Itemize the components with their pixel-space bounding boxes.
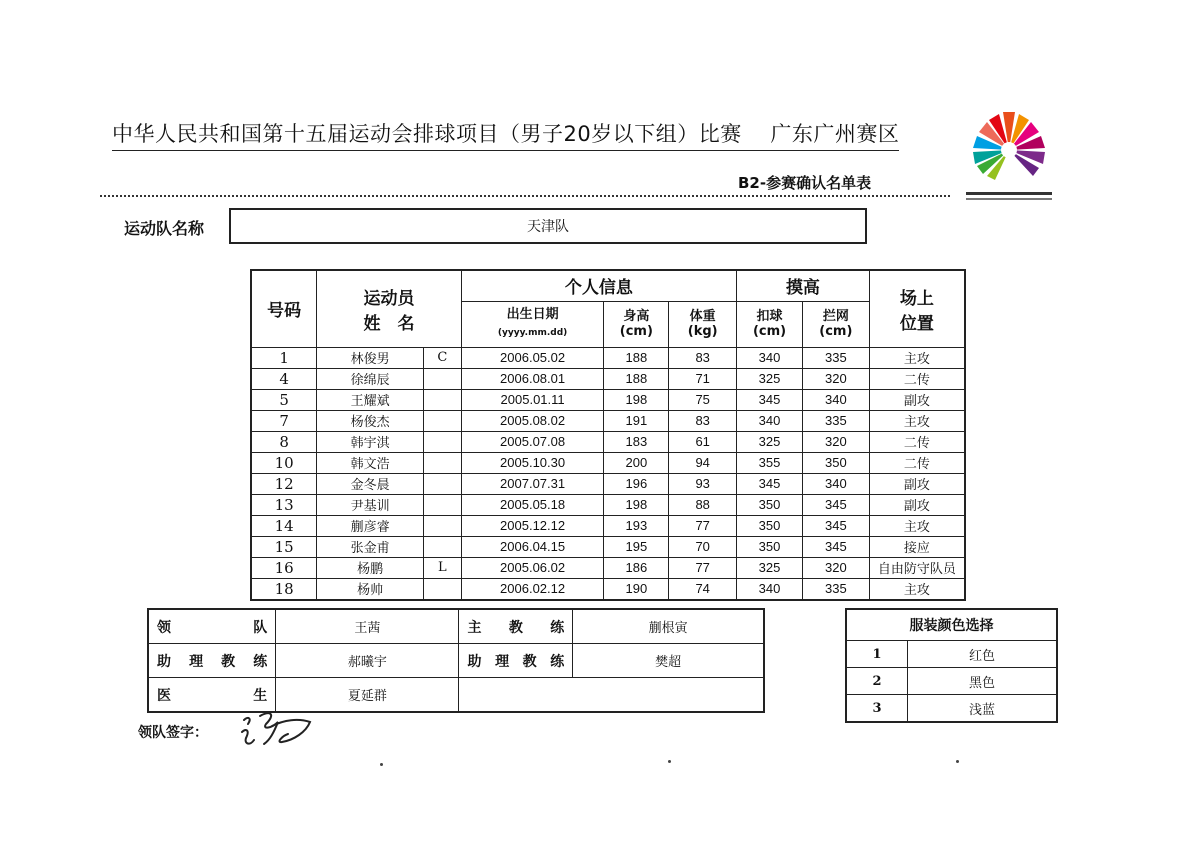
player-number: 7 xyxy=(251,410,317,431)
player-block-reach: 320 xyxy=(802,431,869,452)
player-weight: 71 xyxy=(669,368,737,389)
header-height-unit: (cm) xyxy=(619,324,653,339)
player-height: 198 xyxy=(604,389,669,410)
scan-dot xyxy=(380,763,383,766)
player-height: 193 xyxy=(604,515,669,536)
player-position: 副攻 xyxy=(869,389,965,410)
player-name: 王耀斌 xyxy=(317,389,424,410)
player-spike-reach: 325 xyxy=(737,431,803,452)
player-position: 主攻 xyxy=(869,578,965,600)
player-block-reach: 345 xyxy=(802,515,869,536)
player-role-mark xyxy=(423,410,461,431)
player-spike-reach: 355 xyxy=(737,452,803,473)
player-height: 188 xyxy=(604,347,669,368)
player-spike-reach: 340 xyxy=(737,578,803,600)
team-name-field xyxy=(229,208,867,244)
dotted-divider xyxy=(100,195,950,197)
player-birth-date: 2005.06.02 xyxy=(461,557,604,578)
player-height: 190 xyxy=(604,578,669,600)
label-char: 教 xyxy=(508,619,523,636)
header-number: 号码 xyxy=(251,270,317,347)
player-spike-reach: 345 xyxy=(737,389,803,410)
header-block-label: 拦网 xyxy=(822,309,849,324)
label-char: 助 xyxy=(157,653,171,670)
uniform-option-index: 1 xyxy=(846,641,908,668)
player-name: 金冬晨 xyxy=(317,473,424,494)
player-birth-date: 2007.07.31 xyxy=(461,473,604,494)
player-spike-reach: 340 xyxy=(737,410,803,431)
team-name-value: 天津队 xyxy=(527,219,569,235)
player-height: 195 xyxy=(604,536,669,557)
player-block-reach: 320 xyxy=(802,557,869,578)
player-spike-reach: 350 xyxy=(737,536,803,557)
player-spike-reach: 325 xyxy=(737,557,803,578)
staff-empty-cell xyxy=(459,678,764,713)
label-char: 医 xyxy=(157,687,171,704)
team-leader-label xyxy=(148,609,276,644)
player-weight: 88 xyxy=(669,494,737,515)
player-block-reach: 340 xyxy=(802,389,869,410)
header-height xyxy=(604,301,669,347)
player-birth-date: 2006.05.02 xyxy=(461,347,604,368)
player-role-mark xyxy=(423,494,461,515)
label-char: 队 xyxy=(253,619,268,636)
player-number: 4 xyxy=(251,368,317,389)
player-number: 12 xyxy=(251,473,317,494)
player-position: 二传 xyxy=(869,452,965,473)
player-weight: 94 xyxy=(669,452,737,473)
player-spike-reach: 350 xyxy=(737,515,803,536)
label-char: 领 xyxy=(157,619,171,636)
assistant-coach-1-value: 郝曦宇 xyxy=(276,644,459,678)
header-spike xyxy=(737,301,803,347)
player-birth-date: 2005.10.30 xyxy=(461,452,604,473)
table-row xyxy=(251,452,965,473)
player-birth-date: 2005.01.11 xyxy=(461,389,604,410)
header-position xyxy=(869,270,965,347)
header-weight xyxy=(669,301,737,347)
player-block-reach: 340 xyxy=(802,473,869,494)
player-name: 林俊男 xyxy=(317,347,424,368)
label-char: 练 xyxy=(253,653,268,670)
document-title: 中华人民共和国第十五届运动会排球项目（男子20岁以下组）比赛 广东广州赛区 xyxy=(112,118,899,151)
player-role-mark xyxy=(423,578,461,600)
player-name: 韩文浩 xyxy=(317,452,424,473)
player-height: 183 xyxy=(604,431,669,452)
label-char: 练 xyxy=(550,619,565,636)
player-birth-date: 2005.12.12 xyxy=(461,515,604,536)
header-athlete xyxy=(317,270,461,347)
player-role-mark xyxy=(423,536,461,557)
header-birth-format: (yyyy.mm.dd) xyxy=(497,328,568,338)
player-height: 198 xyxy=(604,494,669,515)
player-name: 韩宇淇 xyxy=(317,431,424,452)
player-name: 蒯彦睿 xyxy=(317,515,424,536)
uniform-option-index: 3 xyxy=(846,695,908,723)
player-spike-reach: 340 xyxy=(737,347,803,368)
player-birth-date: 2006.08.01 xyxy=(461,368,604,389)
player-height: 200 xyxy=(604,452,669,473)
header-block xyxy=(802,301,869,347)
player-role-mark: C xyxy=(423,347,461,368)
player-number: 15 xyxy=(251,536,317,557)
player-name: 徐绵辰 xyxy=(317,368,424,389)
table-row xyxy=(251,557,965,578)
player-number: 10 xyxy=(251,452,317,473)
table-row xyxy=(251,410,965,431)
player-spike-reach: 345 xyxy=(737,473,803,494)
player-birth-date: 2006.02.12 xyxy=(461,578,604,600)
player-weight: 83 xyxy=(669,410,737,431)
header-weight-unit: (kg) xyxy=(687,324,718,339)
label-char: 教 xyxy=(221,653,236,670)
player-role-mark xyxy=(423,368,461,389)
header-birth xyxy=(461,301,604,347)
player-position: 接应 xyxy=(869,536,965,557)
player-position: 二传 xyxy=(869,431,965,452)
table-row xyxy=(251,431,965,452)
leader-signature-label: 领队签字： xyxy=(138,725,208,741)
player-number: 5 xyxy=(251,389,317,410)
uniform-color-table xyxy=(845,608,1058,723)
player-height: 191 xyxy=(604,410,669,431)
player-weight: 77 xyxy=(669,515,737,536)
player-block-reach: 335 xyxy=(802,347,869,368)
player-role-mark xyxy=(423,452,461,473)
player-position: 副攻 xyxy=(869,494,965,515)
header-athlete-line2: 姓 名 xyxy=(363,313,415,334)
table-row xyxy=(251,389,965,410)
header-spike-unit: (cm) xyxy=(752,324,787,339)
player-birth-date: 2006.04.15 xyxy=(461,536,604,557)
assistant-coach-label xyxy=(148,644,276,678)
player-weight: 93 xyxy=(669,473,737,494)
header-position-line1: 场上 xyxy=(899,288,934,309)
table-row xyxy=(251,515,965,536)
staff-table xyxy=(147,608,765,713)
player-weight: 77 xyxy=(669,557,737,578)
player-birth-date: 2005.07.08 xyxy=(461,431,604,452)
player-name: 杨鹏 xyxy=(317,557,424,578)
player-block-reach: 335 xyxy=(802,410,869,431)
player-block-reach: 345 xyxy=(802,494,869,515)
assistant-coach-2-value: 樊超 xyxy=(573,644,764,678)
label-char: 理 xyxy=(189,653,204,670)
player-weight: 75 xyxy=(669,389,737,410)
games-logo-icon xyxy=(962,104,1056,204)
player-position: 主攻 xyxy=(869,515,965,536)
player-weight: 83 xyxy=(669,347,737,368)
player-birth-date: 2005.08.02 xyxy=(461,410,604,431)
uniform-option-color: 浅蓝 xyxy=(908,695,1058,723)
label-char: 理 xyxy=(495,653,510,670)
player-name: 杨俊杰 xyxy=(317,410,424,431)
player-height: 186 xyxy=(604,557,669,578)
player-spike-reach: 350 xyxy=(737,494,803,515)
scan-dot xyxy=(956,760,959,763)
player-name: 杨帅 xyxy=(317,578,424,600)
assistant-coach-label-2 xyxy=(459,644,573,678)
header-reach: 摸高 xyxy=(737,270,870,301)
player-role-mark xyxy=(423,431,461,452)
label-char: 教 xyxy=(522,653,537,670)
label-char: 主 xyxy=(467,619,482,636)
table-row xyxy=(251,347,965,368)
player-block-reach: 345 xyxy=(802,536,869,557)
header-block-unit: (cm) xyxy=(819,324,853,339)
player-position: 自由防守队员 xyxy=(869,557,965,578)
label-char: 助 xyxy=(467,653,482,670)
header-birth-label: 出生日期 xyxy=(506,307,559,322)
head-coach-label xyxy=(459,609,573,644)
team-leader-value: 王茜 xyxy=(276,609,459,644)
player-height: 188 xyxy=(604,368,669,389)
player-number: 13 xyxy=(251,494,317,515)
header-spike-label: 扣球 xyxy=(756,309,783,324)
player-position: 副攻 xyxy=(869,473,965,494)
player-number: 1 xyxy=(251,347,317,368)
table-row xyxy=(251,473,965,494)
handwritten-signature-icon xyxy=(236,706,320,752)
player-role-mark xyxy=(423,515,461,536)
player-block-reach: 320 xyxy=(802,368,869,389)
roster-table xyxy=(250,269,966,601)
player-height: 196 xyxy=(604,473,669,494)
player-spike-reach: 325 xyxy=(737,368,803,389)
player-block-reach: 350 xyxy=(802,452,869,473)
player-position: 二传 xyxy=(869,368,965,389)
header-height-label: 身高 xyxy=(623,309,650,324)
form-code: B2-参赛确认名单表 xyxy=(738,174,872,192)
player-role-mark xyxy=(423,389,461,410)
table-row xyxy=(251,536,965,557)
player-role-mark: L xyxy=(423,557,461,578)
header-personal-info: 个人信息 xyxy=(461,270,736,301)
head-coach-value: 蒯根寅 xyxy=(573,609,764,644)
player-role-mark xyxy=(423,473,461,494)
player-block-reach: 335 xyxy=(802,578,869,600)
table-row xyxy=(251,368,965,389)
player-number: 18 xyxy=(251,578,317,600)
player-weight: 61 xyxy=(669,431,737,452)
table-row xyxy=(251,578,965,600)
header-athlete-line1: 运动员 xyxy=(363,288,415,309)
player-name: 尹基训 xyxy=(317,494,424,515)
header-position-line2: 位置 xyxy=(899,313,934,334)
table-row xyxy=(251,494,965,515)
header-weight-label: 体重 xyxy=(689,309,716,324)
scan-dot xyxy=(668,760,671,763)
player-name: 张金甫 xyxy=(317,536,424,557)
player-birth-date: 2005.05.18 xyxy=(461,494,604,515)
label-char: 练 xyxy=(550,653,565,670)
label-char: 生 xyxy=(253,687,268,704)
team-name-label: 运动队名称 xyxy=(124,219,205,238)
uniform-option-color: 黑色 xyxy=(908,668,1058,695)
player-weight: 74 xyxy=(669,578,737,600)
player-position: 主攻 xyxy=(869,410,965,431)
uniform-option-color: 红色 xyxy=(908,641,1058,668)
uniform-option-index: 2 xyxy=(846,668,908,695)
player-number: 14 xyxy=(251,515,317,536)
doctor-value: 夏延群 xyxy=(276,678,459,713)
player-number: 16 xyxy=(251,557,317,578)
player-weight: 70 xyxy=(669,536,737,557)
uniform-color-title: 服装颜色选择 xyxy=(846,609,1057,641)
player-number: 8 xyxy=(251,431,317,452)
player-position: 主攻 xyxy=(869,347,965,368)
